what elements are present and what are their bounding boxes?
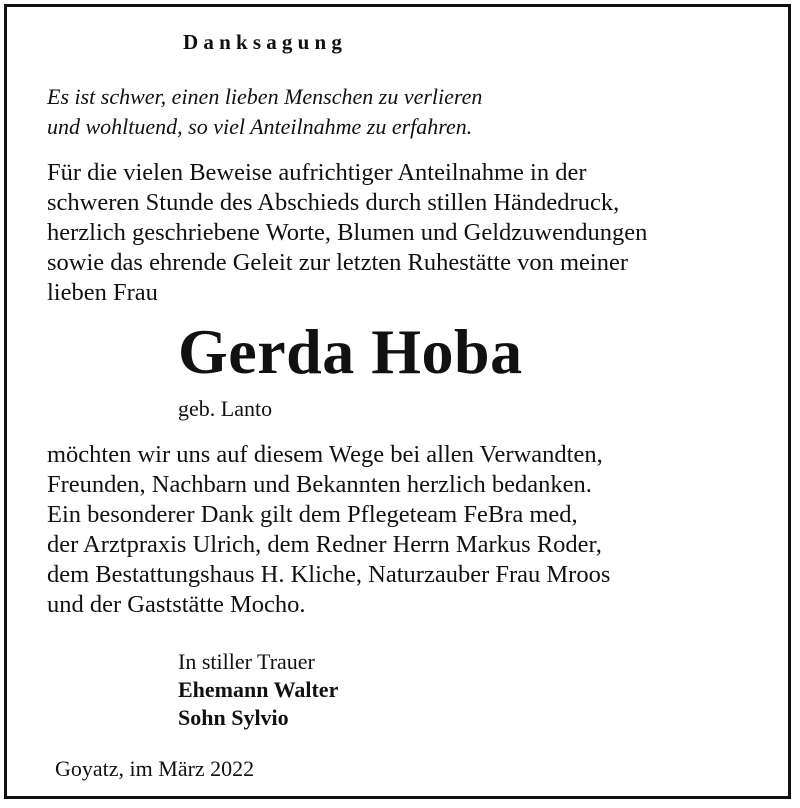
intro-line: Für die vielen Beweise aufrichtiger Anteilnahme in der [47,159,587,186]
thanks-paragraph [47,440,610,620]
intro-paragraph [47,158,647,308]
thanks-line: Freunden, Nachbarn und Bekannten herzlich bedanken. [47,471,592,498]
thanks-line: dem Bestattungshaus H. Kliche, Naturzauber Frau Mroos [47,561,611,588]
mourner-name: Ehemann Walter [178,677,339,702]
thanks-line: der Arztpraxis Ulrich, dem Redner Herrn Markus Roder, [47,531,602,558]
place-date: Goyatz, im März 2022 [55,756,255,781]
deceased-name: Gerda Hoba [178,316,523,387]
notice-heading: Danksagung [183,30,348,54]
birth-name: geb. Lanto [178,396,273,421]
thanks-line: möchten wir uns auf diesem Wege bei allen Verwandten, [47,441,603,468]
intro-line: sowie das ehrende Geleit zur letzten Ruhestätte von meiner [47,249,628,276]
intro-line: lieben Frau [47,279,158,306]
motto-line: und wohltuend, so viel Anteilnahme zu erfahren. [47,114,473,139]
signature-intro: In stiller Trauer [178,649,315,674]
signature-block [178,648,338,732]
motto-line: Es ist schwer, einen lieben Menschen zu verlieren [47,84,483,109]
intro-line: schweren Stunde des Abschieds durch stillen Händedruck, [47,189,620,216]
intro-line: herzlich geschriebene Worte, Blumen und Geldzuwendungen [47,219,648,246]
motto-quote [47,82,482,142]
mourner-name: Sohn Sylvio [178,705,289,730]
thanks-line: Ein besonderer Dank gilt dem Pflegeteam FeBra med, [47,501,578,528]
thanks-line: und der Gaststätte Mocho. [47,591,306,618]
